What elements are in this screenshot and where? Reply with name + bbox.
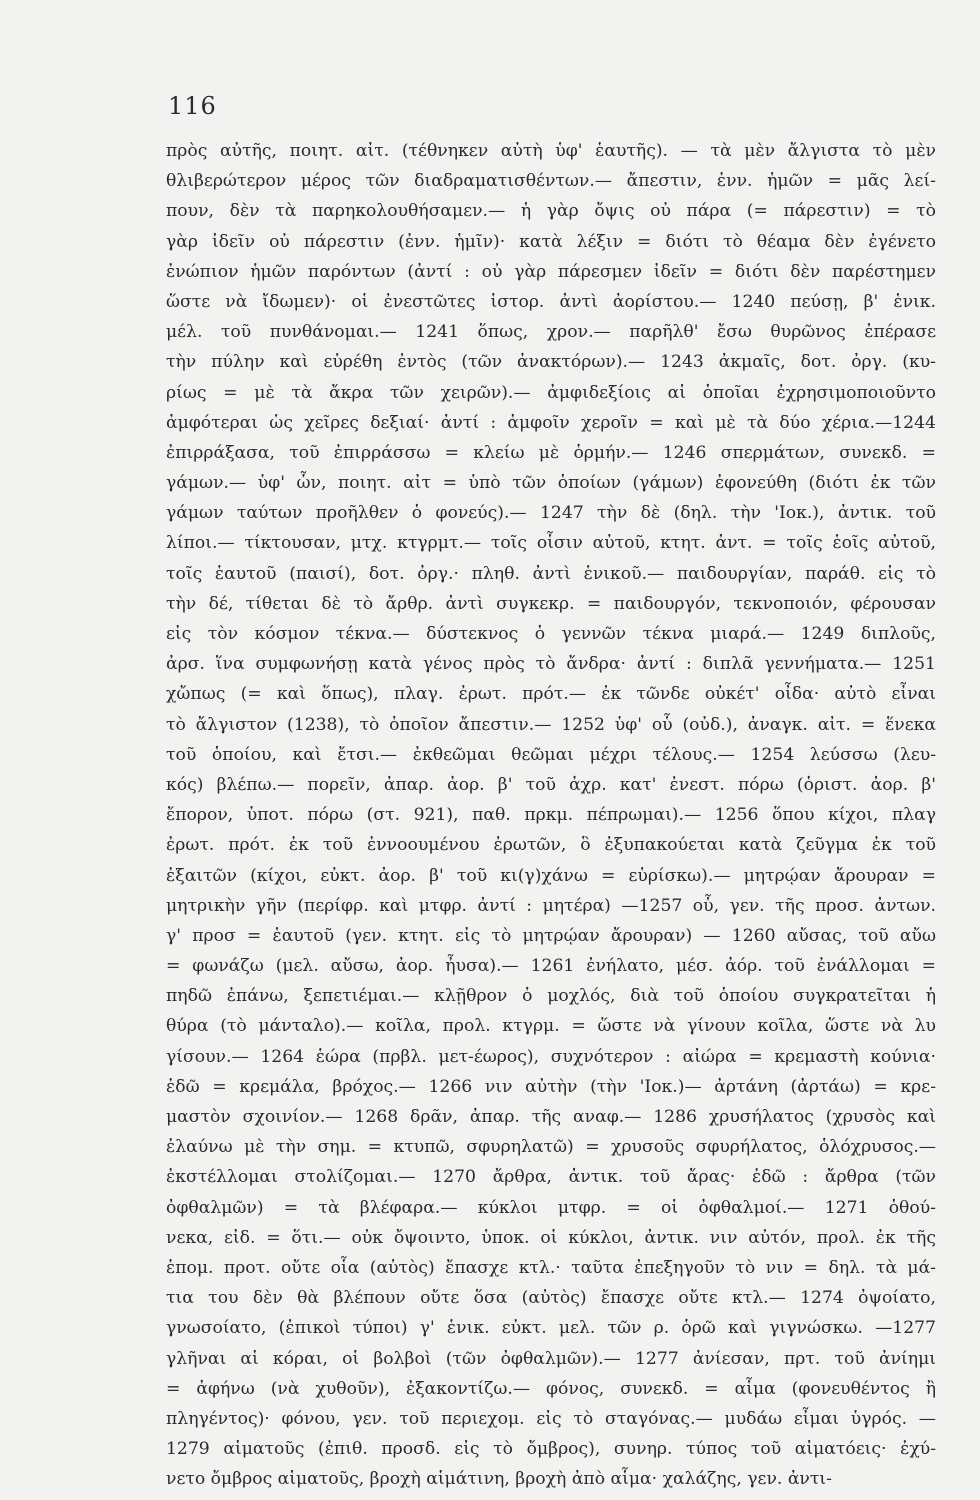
text-line: πληγέντος)· φόνου, γεν. τοῦ περιεχομ. εἰς τὸ σταγόνας.— μυδάω εἶμαι ὑγρός. —	[166, 1408, 936, 1429]
page-number: 116	[168, 92, 217, 120]
text-line: ἐνώπιον ἡμῶν παρόντων (ἀντί : οὐ γὰρ πάρεσμεν ἰδεῖν = διότι δὲν παρέστημεν	[166, 261, 936, 282]
text-line: = ἀφήνω (νὰ χυθοῦν), ἐξακοντίζω.— φόνος, συνεκδ. = αἷμα (φονευθέντος ἢ	[166, 1378, 936, 1399]
commentary-text	[166, 136, 936, 1494]
text-line: εἰς τὸν κόσμον τέκνα.— δύστεκνος ὁ γεννῶν τέκνα μιαρά.— 1249 διπλοῦς,	[166, 624, 936, 644]
text-line: πρὸς αὐτῆς, ποιητ. αἰτ. (τέθνηκεν αὐτὴ ὑφ' ἑαυτῆς). — τὰ μὲν ἄλγιστα τὸ μὲν	[166, 141, 936, 161]
text-line: γάμων.— ὑφ' ὧν, ποιητ. αἰτ = ὑπὸ τῶν ὁποίων (γάμων) ἐφονεύθη (διότι ἐκ τῶν	[166, 473, 936, 494]
text-line: τοῖς ἑαυτοῦ (παισί), δοτ. ὀργ.· πληθ. ἀντὶ ἑνικοῦ.— παιδουργίαν, παράθ. εἰς τὸ	[166, 563, 936, 584]
text-line: γίσουν.— 1264 ἑώρα (πρβλ. μετ-έωρος), συχνότερον : αἰώρα = κρεμαστὴ κούνια·	[166, 1046, 936, 1067]
text-line: γλῆναι αἱ κόραι, οἱ βολβοὶ (τῶν ὀφθαλμῶν).— 1277 ἀνίεσαν, πρτ. τοῦ ἀνίημι	[166, 1348, 936, 1369]
text-line: πηδῶ ἐπάνω, ξεπετιέμαι.— κλῇθρον ὁ μοχλός, διὰ τοῦ ὁποίου συγκρατεῖται ἡ	[166, 986, 936, 1007]
text-line: τὸ ἄλγιστον (1238), τὸ ὁποῖον ἄπεστιν.— 1252 ὑφ' οὗ (οὐδ.), ἀναγκ. αἰτ. = ἕνεκα	[166, 714, 936, 735]
text-line: ρίως = μὲ τὰ ἄκρα τῶν χειρῶν).— ἀμφιδεξίοις αἱ ὁποῖαι ἐχρησιμοποιοῦντο	[166, 382, 936, 403]
text-line: ἐλαύνω μὲ τὴν σημ. = κτυπῶ, σφυρηλατῶ) = χρυσοῦς σφυρήλατος, ὁλόχρυσος.—	[166, 1137, 936, 1158]
text-line: ἐπιρράξασα, τοῦ ἐπιρράσσω = κλείω μὲ ὁρμήν.— 1246 σπερμάτων, συνεκδ. =	[166, 442, 936, 463]
text-line: μαστὸν σχοινίον.— 1268 δρᾶν, ἀπαρ. τῆς αναφ.— 1286 χρυσήλατος (χρυσὸς καὶ	[166, 1107, 936, 1127]
text-line: ἔπορον, ὑποτ. πόρω (στ. 921), παθ. πρκμ. πέπρωμαι).— 1256 ὅπου κίχοι, πλαγ	[166, 805, 936, 826]
text-line: ἑπομ. προτ. οὔτε οἷα (αὐτὸς) ἔπασχε κτλ.· ταῦτα ἐπεξηγοῦν τὸ νιν = δηλ. τὰ μά-	[166, 1257, 936, 1278]
text-line: γὰρ ἰδεῖν οὐ πάρεστιν (ἐνν. ἡμῖν)· κατὰ λέξιν = διότι τὸ θέαμα δὲν ἐγένετο	[166, 231, 936, 252]
text-line: μητρικὴν γῆν (περίφρ. καὶ μτφρ. ἀντί : μητέρα) —1257 οὗ, γεν. τῆς προσ. ἀντων.	[166, 895, 936, 916]
text-line: ἀμφότεραι ὡς χεῖρες δεξιαί· ἀντί : ἀμφοῖν χεροῖν = καὶ μὲ τὰ δύο χέρια.—1244	[166, 412, 936, 433]
text-line: ἐκστέλλομαι στολίζομαι.— 1270 ἄρθρα, ἀντικ. τοῦ ἄρας· ἐδῶ : ἄρθρα (τῶν	[166, 1167, 936, 1188]
text-line: ἀρσ. ἵνα συμφωνήσῃ κατὰ γένος πρὸς τὸ ἄνδρα· ἀντί : διπλᾶ γεννήματα.— 1251	[166, 654, 936, 675]
text-line: ἐξαιτῶν (κίχοι, εὐκτ. ἀορ. β' τοῦ κι(γ)χάνω = εὑρίσκω).— μητρῴαν ἄρουραν =	[166, 865, 936, 886]
text-line: λίποι.— τίκτουσαν, μτχ. κτγρμτ.— τοῖς οἷσιν αὐτοῦ, κτητ. ἀντ. = τοῖς ἑοῖς αὐτοῦ,	[166, 533, 936, 554]
text-line: θλιβερώτερον μέρος τῶν διαδραματισθέντων.— ἄπεστιν, ἐνν. ἡμῶν = μᾶς λεί-	[166, 171, 936, 192]
text-line: τοῦ ὁποίου, καὶ ἔτσι.— ἐκθεῶμαι θεῶμαι μέχρι τέλους.— 1254 λεύσσω (λευ-	[166, 744, 936, 765]
text-line: μέλ. τοῦ πυνθάνομαι.— 1241 ὅπως, χρον.— παρῆλθ' ἔσω θυρῶνος ἐπέρασε	[166, 322, 936, 343]
text-line: κός) βλέπω.— πορεῖν, ἀπαρ. ἀορ. β' τοῦ ἀχρ. κατ' ἐνεστ. πόρω (ὁριστ. ἀορ. β'	[166, 774, 936, 795]
text-line: πουν, δὲν τὰ παρηκολουθήσαμεν.— ἡ γὰρ ὄψις οὐ πάρα (= πάρεστιν) = τὸ	[166, 201, 936, 222]
text-line: νετο ὄμβρος αἱματοῦς, βροχὴ αἱμάτινη, βροχὴ ἀπὸ αἷμα· χαλάζης, γεν. ἀντι-	[166, 1469, 832, 1490]
text-line: 1279 αἱματοῦς (ἐπιθ. προσδ. εἰς τὸ ὄμβρος), συνηρ. τύπος τοῦ αἱματόεις· ἐχύ-	[166, 1439, 936, 1460]
text-line: γ' προσ = ἑαυτοῦ (γεν. κτητ. εἰς τὸ μητρῴαν ἄρουραν) — 1260 αὔσας, τοῦ αὔω	[166, 925, 936, 946]
text-line: τια του δὲν θὰ βλέπουν οὔτε ὅσα (αὐτὸς) ἔπασχε οὔτε κτλ.— 1274 ὀψοίατο,	[166, 1288, 936, 1309]
text-line: γάμων ταύτων προῆλθεν ὁ φονεύς).— 1247 τὴν δὲ (δηλ. τὴν 'Ιοκ.), ἀντικ. τοῦ	[166, 503, 936, 524]
text-line: ἐδῶ = κρεμάλα, βρόχος.— 1266 νιν αὐτὴν (τὴν 'Ιοκ.)— ἀρτάνη (ἀρτάω) = κρε-	[166, 1076, 936, 1097]
text-line: τὴν πύλην καὶ εὑρέθη ἐντὸς (τῶν ἀνακτόρων).— 1243 ἀκμαῖς, δοτ. ὀργ. (κυ-	[166, 352, 936, 373]
text-line: γνωσοίατο, (ἐπικοὶ τύποι) γ' ἑνικ. εὐκτ. μελ. τῶν ρ. ὁρῶ καὶ γιγνώσκω. —1277	[166, 1318, 936, 1339]
text-line: τὴν δέ, τίθεται δὲ τὸ ἄρθρ. ἀντὶ συγκεκρ. = παιδουργόν, τεκνοποιόν, φέρουσαν	[166, 593, 936, 614]
text-line: νεκα, εἰδ. = ὅτι.— οὐκ ὄψοιντο, ὑποκ. οἱ κύκλοι, ἀντικ. νιν αὐτόν, προλ. ἐκ τῆς	[166, 1227, 936, 1248]
text-line: ὥστε νὰ ἴδωμεν)· οἱ ἐνεστῶτες ἱστορ. ἀντὶ ἀορίστου.— 1240 πεύσῃ, β' ἑνικ.	[166, 291, 936, 312]
text-line: θύρα (τὸ μάνταλο).— κοῖλα, προλ. κτγρμ. = ὥστε νὰ γίνουν κοῖλα, ὥστε νὰ λυ	[166, 1016, 936, 1037]
text-line: ὀφθαλμῶν) = τὰ βλέφαρα.— κύκλοι μτφρ. = οἱ ὀφθαλμοί.— 1271 ὁθού-	[166, 1197, 936, 1218]
text-line: χὤπως (= καὶ ὅπως), πλαγ. ἐρωτ. πρότ.— ἐκ τῶνδε οὐκέτ' οἶδα· αὐτὸ εἶναι	[166, 684, 936, 705]
text-line: ἐρωτ. πρότ. ἐκ τοῦ ἐννοουμένου ἐρωτῶν, ὃ ἐξυπακούεται κατὰ ζεῦγμα ἐκ τοῦ	[166, 835, 936, 856]
text-line: = φωνάζω (μελ. αὔσω, ἀορ. ἦυσα).— 1261 ἐνήλατο, μέσ. ἀόρ. τοῦ ἐνάλλομαι =	[166, 956, 936, 977]
